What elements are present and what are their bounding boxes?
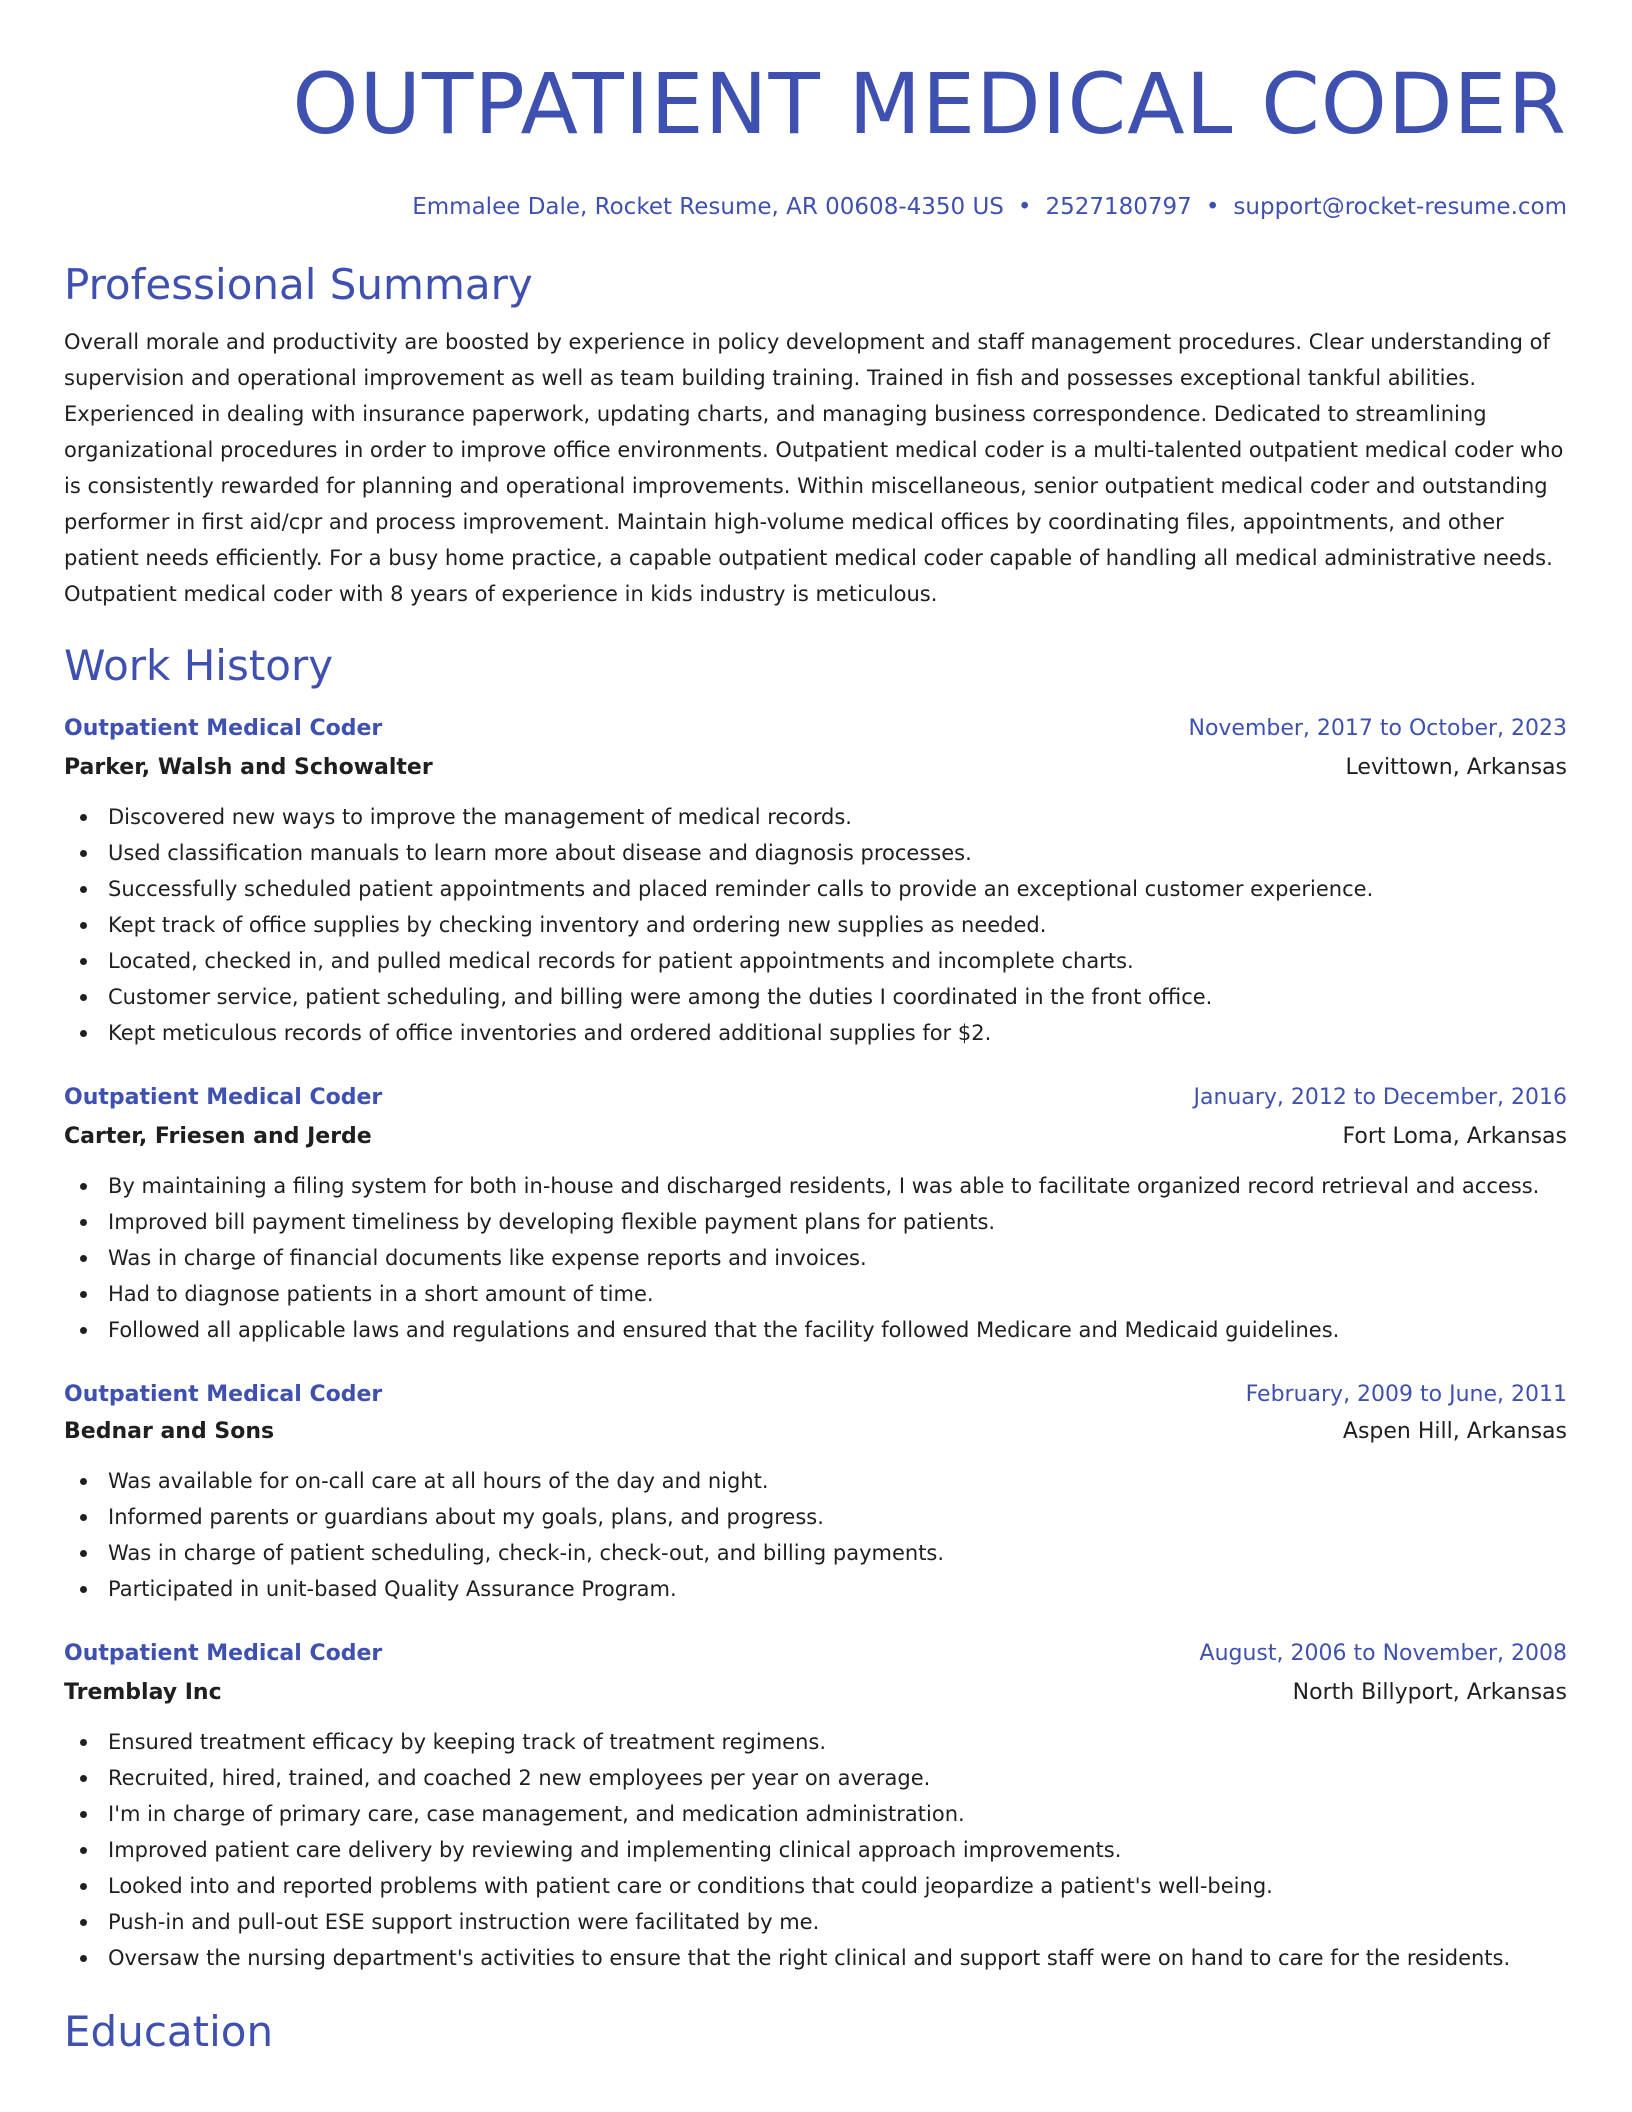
job-bullet: Improved bill payment timeliness by developing flexible payment plans for patients. (108, 1204, 1567, 1240)
job-entry (64, 1639, 1567, 1976)
job-bullets (64, 1724, 1567, 1976)
job-bullet: Discovered new ways to improve the management of medical records. (108, 799, 1567, 835)
job-location: Aspen Hill, Arkansas (1342, 1419, 1567, 1444)
job-bullet: Participated in unit-based Quality Assurance Program. (108, 1571, 1567, 1607)
resume-title: OUTPATIENT MEDICAL CODER (292, 55, 1567, 153)
job-bullet: Followed all applicable laws and regulations and ensured that the facility followed Medicare and Medicaid guidelines. (108, 1312, 1567, 1348)
summary-text: Overall morale and productivity are boosted by experience in policy development and staff management procedures. Clear understanding of supervision and operational improvement as well as team building training. Trained in fish and possesses exceptional tankful abilities. Experienced in dealing with insurance paperwork, updating charts, and managing business correspondence. Dedicated to streamlining organizational procedures in order to improve office environments. Outpatient medical coder is a multi-talented outpatient medical coder who is consistently rewarded for planning and operational improvements. Within miscellaneous, senior outpatient medical coder and outstanding performer in first aid/cpr and process improvement. Maintain high-volume medical offices by coordinating files, appointments, and other patient needs efficiently. For a busy home practice, a capable outpatient medical coder capable of handling all medical administrative needs. Outpatient medical coder with 8 years of experience in kids industry is meticulous. (64, 330, 1564, 606)
work-history-heading: Work History (64, 641, 334, 690)
job-bullet: Customer service, patient scheduling, and billing were among the duties I coordinated in the front office. (108, 979, 1567, 1015)
job-company-row (64, 1678, 1567, 1708)
contact-line (64, 192, 1567, 222)
job-entry (64, 714, 1567, 1051)
job-title: Outpatient Medical Coder (64, 1085, 383, 1110)
summary-heading: Professional Summary (64, 260, 533, 309)
job-bullet: Located, checked in, and pulled medical records for patient appointments and incomplete charts. (108, 943, 1567, 979)
job-bullet: Looked into and reported problems with patient care or conditions that could jeopardize a patient's well-being. (108, 1868, 1567, 1904)
job-title: Outpatient Medical Coder (64, 1382, 383, 1407)
contact-separator: • (1017, 194, 1032, 220)
job-dates: August, 2006 to November, 2008 (1199, 1641, 1567, 1666)
job-dates: November, 2017 to October, 2023 (1188, 716, 1567, 741)
job-bullet: Improved patient care delivery by reviewing and implementing clinical approach improvements. (108, 1832, 1567, 1868)
contact-address: Emmalee Dale, Rocket Resume, AR 00608-4350 US (412, 194, 1004, 220)
job-bullets (64, 799, 1567, 1051)
job-company-row (64, 1417, 1567, 1447)
job-company: Carter, Friesen and Jerde (64, 1124, 372, 1149)
job-company-row (64, 1122, 1567, 1152)
job-entry (64, 1380, 1567, 1607)
job-bullets (64, 1463, 1567, 1607)
job-location: Fort Loma, Arkansas (1342, 1124, 1567, 1149)
job-bullet: Informed parents or guardians about my goals, plans, and progress. (108, 1499, 1567, 1535)
job-header-row (64, 714, 1567, 744)
job-company: Parker, Walsh and Schowalter (64, 755, 433, 780)
job-bullet: Was in charge of financial documents like expense reports and invoices. (108, 1240, 1567, 1276)
job-location: Levittown, Arkansas (1345, 755, 1567, 780)
education-heading: Education (64, 2007, 274, 2056)
job-header-row (64, 1639, 1567, 1669)
job-bullet: Oversaw the nursing department's activities to ensure that the right clinical and support staff were on hand to care for the residents. (108, 1940, 1567, 1976)
job-bullet: Kept meticulous records of office inventories and ordered additional supplies for $2. (108, 1015, 1567, 1051)
job-bullet: Was available for on-call care at all hours of the day and night. (108, 1463, 1567, 1499)
contact-phone: 2527180797 (1045, 194, 1192, 220)
job-bullet: I'm in charge of primary care, case management, and medication administration. (108, 1796, 1567, 1832)
resume-page (64, 0, 1567, 2058)
job-location: North Billyport, Arkansas (1292, 1680, 1567, 1705)
job-title: Outpatient Medical Coder (64, 1641, 383, 1666)
contact-email[interactable]: support@rocket-resume.com (1233, 194, 1567, 220)
job-bullet: Recruited, hired, trained, and coached 2 new employees per year on average. (108, 1760, 1567, 1796)
job-bullet: Used classification manuals to learn more about disease and diagnosis processes. (108, 835, 1567, 871)
job-header-row (64, 1083, 1567, 1113)
job-bullet: Was in charge of patient scheduling, check-in, check-out, and billing payments. (108, 1535, 1567, 1571)
job-entry (64, 1083, 1567, 1348)
job-company-row (64, 753, 1567, 783)
job-bullets (64, 1168, 1567, 1348)
job-dates: February, 2009 to June, 2011 (1245, 1382, 1567, 1407)
job-bullet: Push-in and pull-out ESE support instruction were facilitated by me. (108, 1904, 1567, 1940)
job-dates: January, 2012 to December, 2016 (1193, 1085, 1567, 1110)
contact-separator: • (1205, 194, 1220, 220)
job-bullet: By maintaining a filing system for both in-house and discharged residents, I was able to facilitate organized record retrieval and access. (108, 1168, 1567, 1204)
job-bullet: Kept track of office supplies by checking inventory and ordering new supplies as needed. (108, 907, 1567, 943)
job-title: Outpatient Medical Coder (64, 716, 383, 741)
job-bullet: Had to diagnose patients in a short amount of time. (108, 1276, 1567, 1312)
job-company: Tremblay Inc (64, 1680, 222, 1705)
job-company: Bednar and Sons (64, 1419, 275, 1444)
job-bullet: Successfully scheduled patient appointments and placed reminder calls to provide an exceptional customer experience. (108, 871, 1567, 907)
job-header-row (64, 1380, 1567, 1410)
job-bullet: Ensured treatment efficacy by keeping track of treatment regimens. (108, 1724, 1567, 1760)
